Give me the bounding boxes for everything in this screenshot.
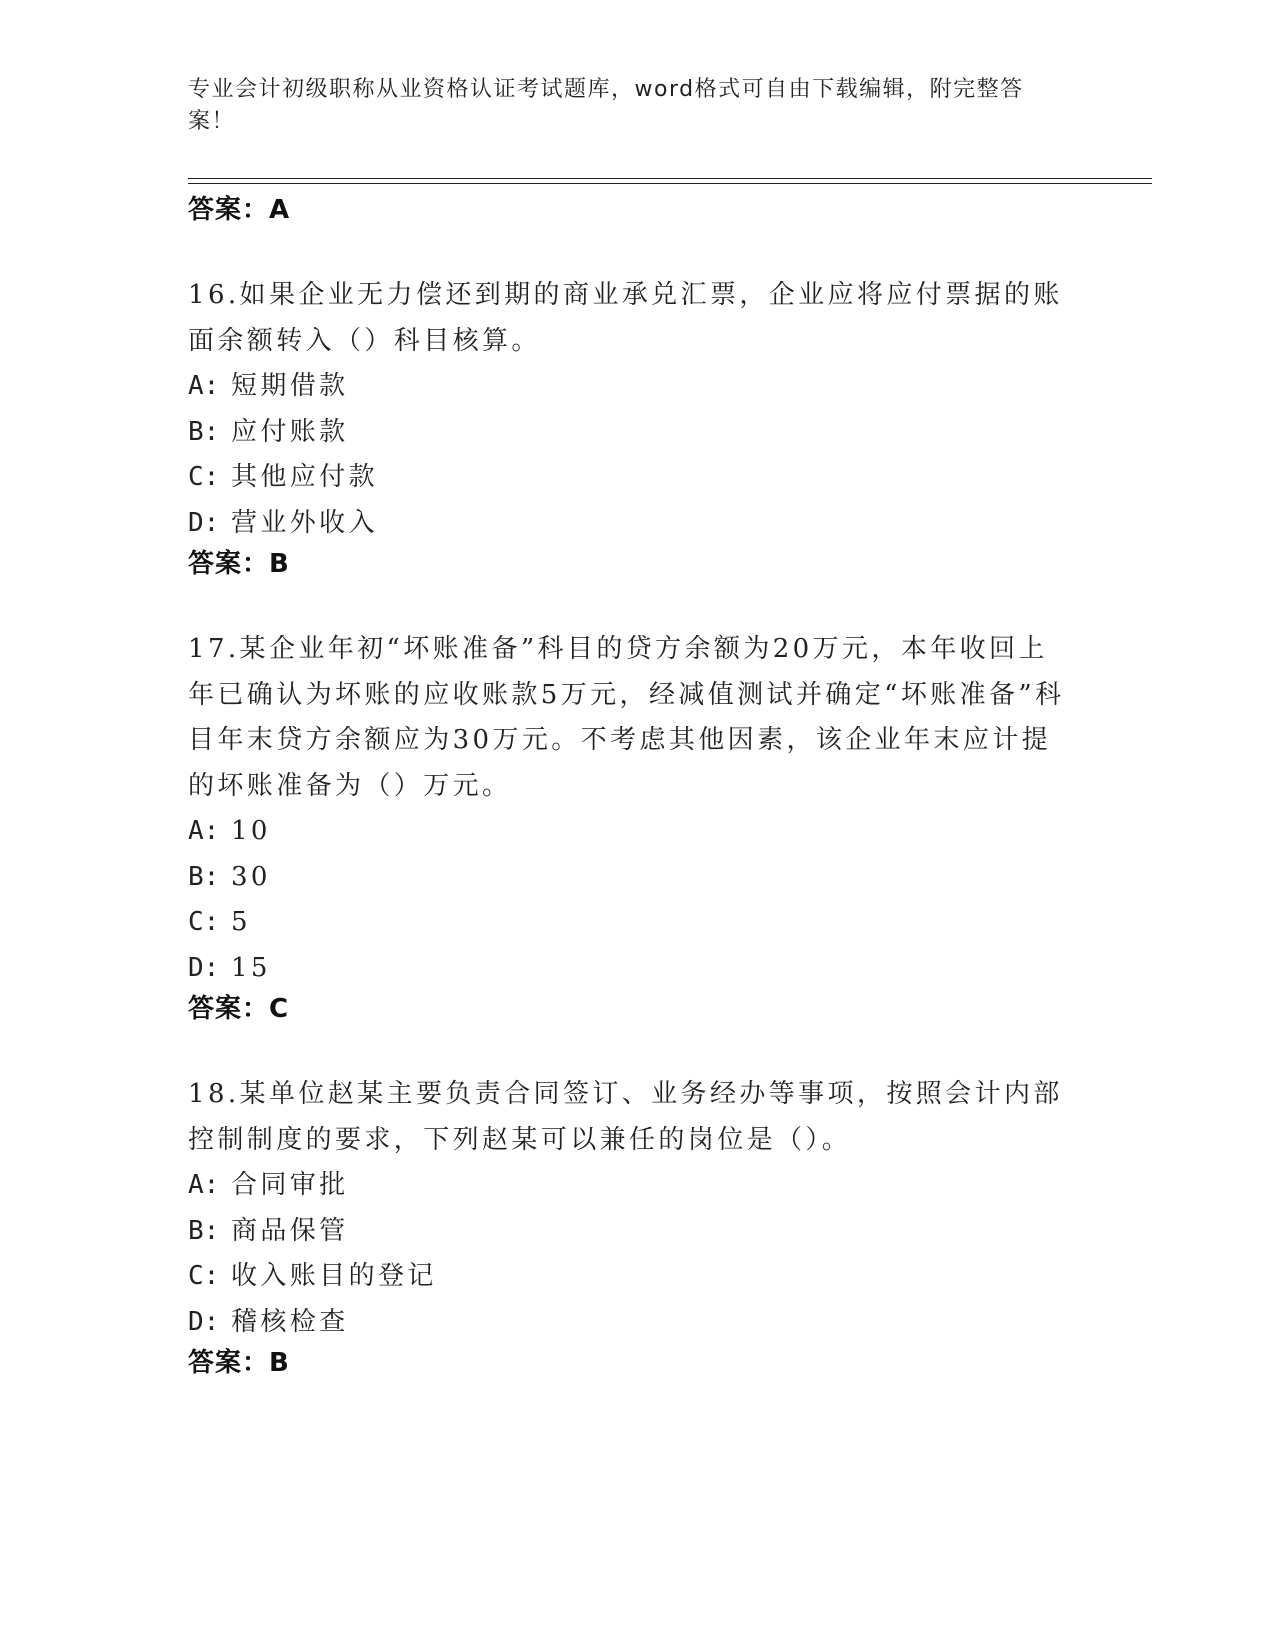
header-rule-top	[188, 178, 1152, 179]
answer-line	[188, 546, 1068, 582]
option-c	[188, 900, 1068, 946]
option-b	[188, 1209, 1068, 1255]
option-text: 短期借款	[230, 371, 349, 401]
option-letter: B:	[188, 416, 220, 447]
option-c	[188, 1254, 1068, 1300]
option-text: 15	[230, 952, 271, 983]
answer-prefix: 答案：	[188, 1348, 270, 1378]
option-a	[188, 809, 1068, 855]
option-letter: A:	[188, 1170, 220, 1200]
option-text: 其他应付款	[230, 462, 378, 492]
answer-line	[188, 192, 1068, 228]
option-text: 稽核检查	[230, 1306, 349, 1337]
option-letter: A:	[188, 816, 220, 846]
answer-value: A	[269, 195, 291, 225]
option-letter: D:	[188, 507, 220, 538]
option-text: 5	[230, 907, 251, 937]
spacer	[188, 1027, 1068, 1072]
question-stem: 17.某企业年初“坏账准备”科目的贷方余额为20万元，本年收回上年已确认为坏账的应收账款5万元，经减值测试并确定“坏账准备”科目年末贷方余额应为30万元。不考虑其他因素，该企业年末应计提的坏账准备为（）万元。	[188, 634, 1065, 801]
option-letter: B:	[188, 861, 220, 892]
option-text: 应付账款	[230, 416, 349, 447]
option-letter: D:	[188, 952, 220, 983]
answer-prefix: 答案：	[188, 994, 270, 1024]
question-17	[188, 627, 1068, 1027]
spacer	[188, 582, 1068, 627]
question-stem: 18.某单位赵某主要负责合同签订、业务经办等事项，按照会计内部控制制度的要求，下列赵某可以兼任的岗位是（）。	[188, 1079, 1063, 1155]
answer-value: B	[269, 1348, 290, 1378]
option-text: 30	[230, 861, 271, 892]
option-text: 10	[230, 816, 271, 846]
option-text: 收入账目的登记	[230, 1261, 437, 1291]
answer-prefix: 答案：	[188, 549, 270, 579]
option-text: 营业外收入	[230, 507, 378, 538]
spacer	[188, 228, 1068, 273]
option-letter: B:	[188, 1215, 220, 1246]
option-d	[188, 501, 1068, 547]
option-c	[188, 455, 1068, 501]
option-b	[188, 855, 1068, 901]
option-letter: A:	[188, 371, 220, 401]
option-a	[188, 1163, 1068, 1209]
option-d	[188, 946, 1068, 992]
question-list	[188, 192, 1068, 1381]
answer-line	[188, 991, 1068, 1027]
answer-value: B	[269, 549, 290, 579]
option-letter: D:	[188, 1306, 220, 1337]
option-d	[188, 1300, 1068, 1346]
answer-value: C	[269, 994, 290, 1024]
question-stem: 16.如果企业无力偿还到期的商业承兑汇票，企业应将应付票据的账面余额转入（）科目核算。	[188, 280, 1063, 356]
header-rule-bottom	[188, 183, 1152, 184]
option-a	[188, 364, 1068, 410]
option-letter: C:	[188, 907, 220, 937]
answer-prefix: 答案：	[188, 195, 270, 225]
option-letter: C:	[188, 462, 220, 492]
option-text: 商品保管	[230, 1215, 349, 1246]
question-18	[188, 1072, 1068, 1381]
page-header-text: 专业会计初级职称从业资格认证考试题库，word格式可自由下载编辑，附完整答案！	[188, 77, 1024, 134]
question-16	[188, 273, 1068, 582]
option-text: 合同审批	[230, 1170, 349, 1200]
option-letter: C:	[188, 1261, 220, 1291]
option-b	[188, 410, 1068, 456]
answer-line	[188, 1345, 1068, 1381]
